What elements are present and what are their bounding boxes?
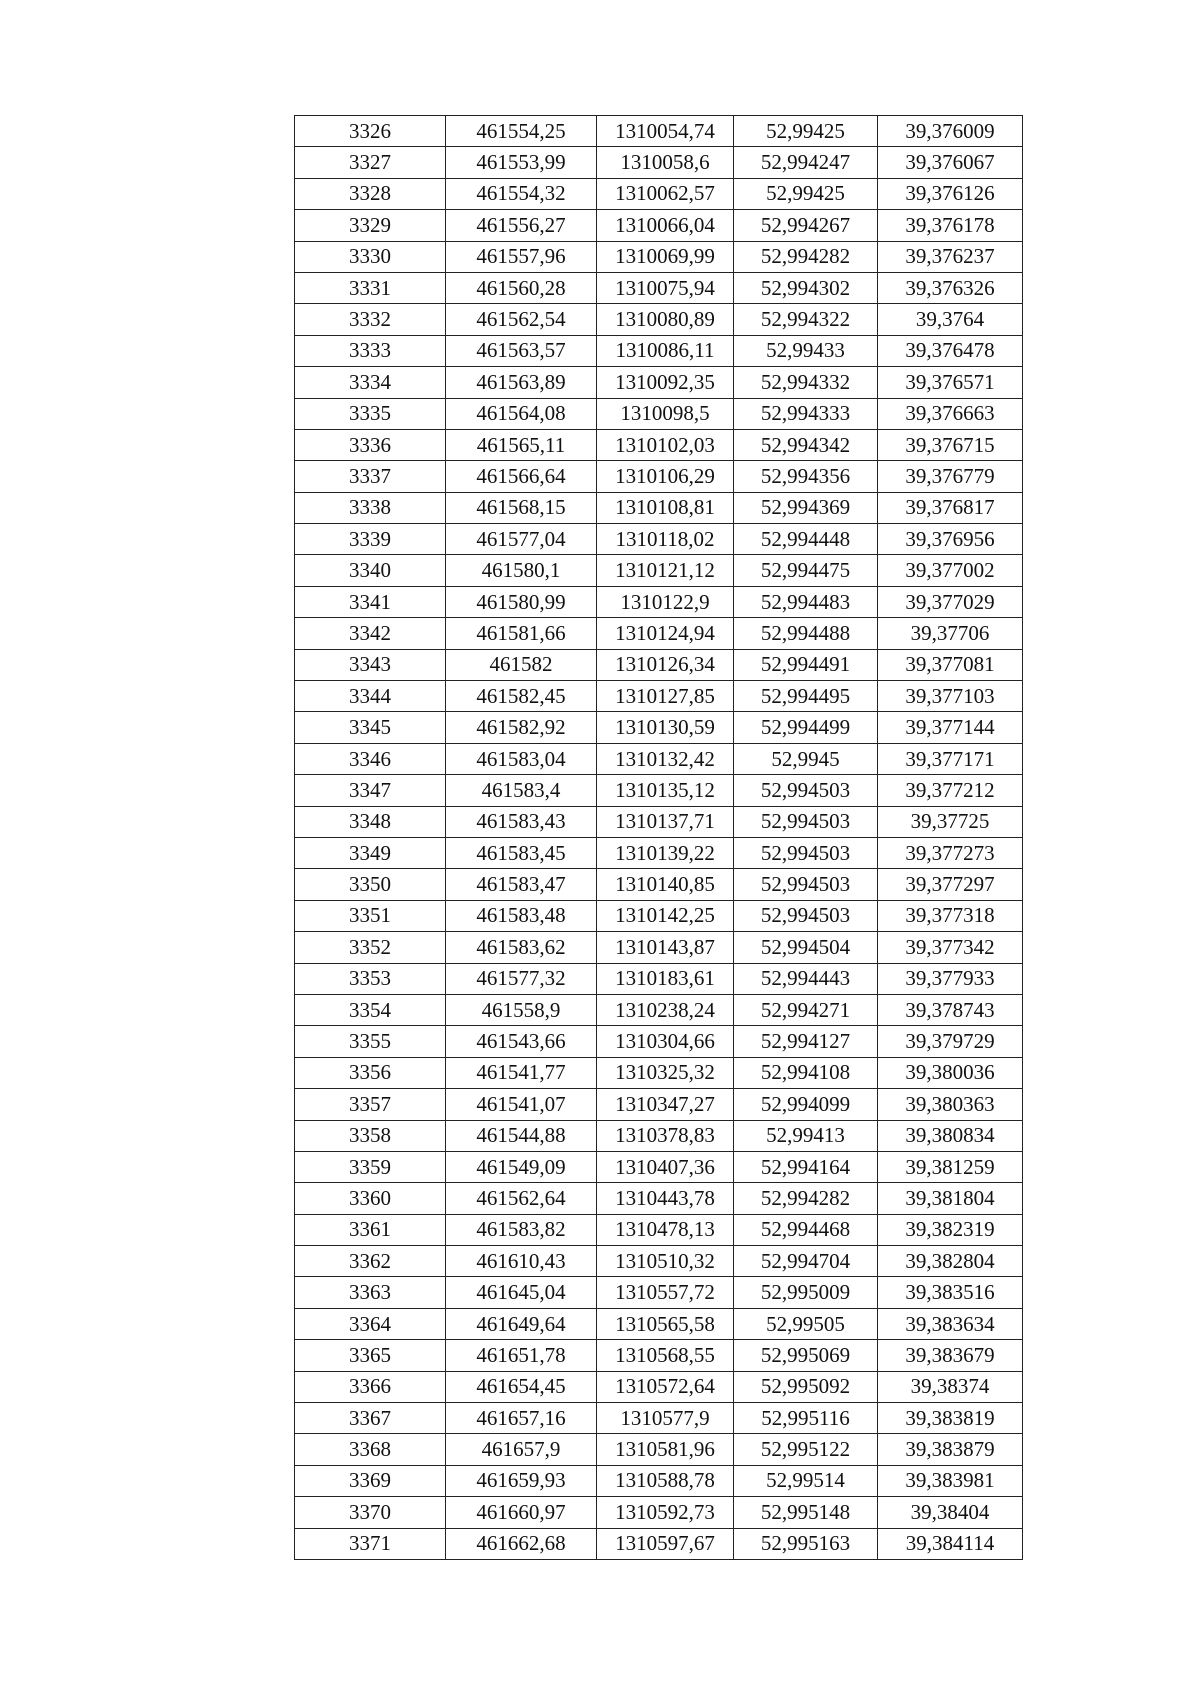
table-row xyxy=(295,1403,1023,1434)
y-coordinate-cell: 1310098,5 xyxy=(597,398,734,429)
point-number-cell: 3342 xyxy=(295,618,446,649)
y-coordinate-cell: 1310139,22 xyxy=(597,837,734,868)
y-coordinate-cell: 1310304,66 xyxy=(597,1026,734,1057)
point-number-cell: 3348 xyxy=(295,806,446,837)
table-row xyxy=(295,1246,1023,1277)
point-number-cell: 3366 xyxy=(295,1371,446,1402)
point-number-cell: 3334 xyxy=(295,367,446,398)
table-row xyxy=(295,461,1023,492)
coordinates-table xyxy=(294,115,1023,1560)
longitude-cell: 39,378743 xyxy=(878,994,1023,1025)
latitude-cell: 52,994448 xyxy=(734,524,878,555)
x-coordinate-cell: 461554,32 xyxy=(446,178,597,209)
latitude-cell: 52,994503 xyxy=(734,775,878,806)
longitude-cell: 39,376571 xyxy=(878,367,1023,398)
point-number-cell: 3337 xyxy=(295,461,446,492)
point-number-cell: 3335 xyxy=(295,398,446,429)
point-number-cell: 3363 xyxy=(295,1277,446,1308)
latitude-cell: 52,994495 xyxy=(734,681,878,712)
latitude-cell: 52,99425 xyxy=(734,116,878,147)
table-row xyxy=(295,1497,1023,1528)
longitude-cell: 39,377297 xyxy=(878,869,1023,900)
x-coordinate-cell: 461562,54 xyxy=(446,304,597,335)
x-coordinate-cell: 461556,27 xyxy=(446,210,597,241)
y-coordinate-cell: 1310102,03 xyxy=(597,429,734,460)
table-row xyxy=(295,524,1023,555)
x-coordinate-cell: 461583,43 xyxy=(446,806,597,837)
point-number-cell: 3328 xyxy=(295,178,446,209)
point-number-cell: 3368 xyxy=(295,1434,446,1465)
x-coordinate-cell: 461541,07 xyxy=(446,1089,597,1120)
y-coordinate-cell: 1310565,58 xyxy=(597,1308,734,1339)
y-coordinate-cell: 1310108,81 xyxy=(597,492,734,523)
longitude-cell: 39,376663 xyxy=(878,398,1023,429)
y-coordinate-cell: 1310106,29 xyxy=(597,461,734,492)
point-number-cell: 3351 xyxy=(295,900,446,931)
y-coordinate-cell: 1310592,73 xyxy=(597,1497,734,1528)
latitude-cell: 52,994267 xyxy=(734,210,878,241)
x-coordinate-cell: 461657,16 xyxy=(446,1403,597,1434)
longitude-cell: 39,379729 xyxy=(878,1026,1023,1057)
latitude-cell: 52,994488 xyxy=(734,618,878,649)
latitude-cell: 52,994164 xyxy=(734,1151,878,1182)
table-row xyxy=(295,116,1023,147)
longitude-cell: 39,382804 xyxy=(878,1246,1023,1277)
latitude-cell: 52,994282 xyxy=(734,1183,878,1214)
y-coordinate-cell: 1310238,24 xyxy=(597,994,734,1025)
x-coordinate-cell: 461660,97 xyxy=(446,1497,597,1528)
latitude-cell: 52,994503 xyxy=(734,806,878,837)
y-coordinate-cell: 1310121,12 xyxy=(597,555,734,586)
x-coordinate-cell: 461582 xyxy=(446,649,597,680)
latitude-cell: 52,99413 xyxy=(734,1120,878,1151)
x-coordinate-cell: 461553,99 xyxy=(446,147,597,178)
point-number-cell: 3346 xyxy=(295,743,446,774)
point-number-cell: 3327 xyxy=(295,147,446,178)
longitude-cell: 39,376956 xyxy=(878,524,1023,555)
x-coordinate-cell: 461580,99 xyxy=(446,586,597,617)
table-row xyxy=(295,994,1023,1025)
table-row xyxy=(295,712,1023,743)
x-coordinate-cell: 461577,32 xyxy=(446,963,597,994)
table-row xyxy=(295,586,1023,617)
y-coordinate-cell: 1310062,57 xyxy=(597,178,734,209)
longitude-cell: 39,383679 xyxy=(878,1340,1023,1371)
point-number-cell: 3343 xyxy=(295,649,446,680)
latitude-cell: 52,994342 xyxy=(734,429,878,460)
y-coordinate-cell: 1310135,12 xyxy=(597,775,734,806)
longitude-cell: 39,382319 xyxy=(878,1214,1023,1245)
latitude-cell: 52,99514 xyxy=(734,1465,878,1496)
x-coordinate-cell: 461565,11 xyxy=(446,429,597,460)
latitude-cell: 52,995092 xyxy=(734,1371,878,1402)
point-number-cell: 3326 xyxy=(295,116,446,147)
longitude-cell: 39,376478 xyxy=(878,335,1023,366)
latitude-cell: 52,994099 xyxy=(734,1089,878,1120)
point-number-cell: 3367 xyxy=(295,1403,446,1434)
x-coordinate-cell: 461554,25 xyxy=(446,116,597,147)
longitude-cell: 39,376178 xyxy=(878,210,1023,241)
y-coordinate-cell: 1310132,42 xyxy=(597,743,734,774)
latitude-cell: 52,994483 xyxy=(734,586,878,617)
table-row xyxy=(295,1434,1023,1465)
point-number-cell: 3336 xyxy=(295,429,446,460)
point-number-cell: 3365 xyxy=(295,1340,446,1371)
x-coordinate-cell: 461583,62 xyxy=(446,932,597,963)
latitude-cell: 52,9945 xyxy=(734,743,878,774)
table-row xyxy=(295,963,1023,994)
x-coordinate-cell: 461564,08 xyxy=(446,398,597,429)
y-coordinate-cell: 1310058,6 xyxy=(597,147,734,178)
latitude-cell: 52,995148 xyxy=(734,1497,878,1528)
latitude-cell: 52,994468 xyxy=(734,1214,878,1245)
x-coordinate-cell: 461657,9 xyxy=(446,1434,597,1465)
longitude-cell: 39,37706 xyxy=(878,618,1023,649)
y-coordinate-cell: 1310588,78 xyxy=(597,1465,734,1496)
x-coordinate-cell: 461583,48 xyxy=(446,900,597,931)
latitude-cell: 52,994503 xyxy=(734,869,878,900)
y-coordinate-cell: 1310142,25 xyxy=(597,900,734,931)
table-row xyxy=(295,1089,1023,1120)
table-row xyxy=(295,1057,1023,1088)
point-number-cell: 3358 xyxy=(295,1120,446,1151)
point-number-cell: 3329 xyxy=(295,210,446,241)
x-coordinate-cell: 461568,15 xyxy=(446,492,597,523)
y-coordinate-cell: 1310124,94 xyxy=(597,618,734,649)
table-row xyxy=(295,147,1023,178)
longitude-cell: 39,377171 xyxy=(878,743,1023,774)
longitude-cell: 39,376715 xyxy=(878,429,1023,460)
x-coordinate-cell: 461580,1 xyxy=(446,555,597,586)
table-row xyxy=(295,335,1023,366)
longitude-cell: 39,377273 xyxy=(878,837,1023,868)
table-row xyxy=(295,1371,1023,1402)
longitude-cell: 39,376779 xyxy=(878,461,1023,492)
x-coordinate-cell: 461562,64 xyxy=(446,1183,597,1214)
point-number-cell: 3352 xyxy=(295,932,446,963)
latitude-cell: 52,994356 xyxy=(734,461,878,492)
x-coordinate-cell: 461583,82 xyxy=(446,1214,597,1245)
longitude-cell: 39,37725 xyxy=(878,806,1023,837)
table-row xyxy=(295,555,1023,586)
table-row xyxy=(295,1340,1023,1371)
longitude-cell: 39,380363 xyxy=(878,1089,1023,1120)
y-coordinate-cell: 1310347,27 xyxy=(597,1089,734,1120)
table-row xyxy=(295,649,1023,680)
table-row xyxy=(295,210,1023,241)
point-number-cell: 3350 xyxy=(295,869,446,900)
latitude-cell: 52,994282 xyxy=(734,241,878,272)
point-number-cell: 3331 xyxy=(295,272,446,303)
longitude-cell: 39,377342 xyxy=(878,932,1023,963)
x-coordinate-cell: 461549,09 xyxy=(446,1151,597,1182)
y-coordinate-cell: 1310069,99 xyxy=(597,241,734,272)
longitude-cell: 39,377103 xyxy=(878,681,1023,712)
point-number-cell: 3345 xyxy=(295,712,446,743)
table-row xyxy=(295,272,1023,303)
y-coordinate-cell: 1310183,61 xyxy=(597,963,734,994)
y-coordinate-cell: 1310118,02 xyxy=(597,524,734,555)
x-coordinate-cell: 461581,66 xyxy=(446,618,597,649)
x-coordinate-cell: 461558,9 xyxy=(446,994,597,1025)
x-coordinate-cell: 461566,64 xyxy=(446,461,597,492)
table-row xyxy=(295,775,1023,806)
y-coordinate-cell: 1310478,13 xyxy=(597,1214,734,1245)
y-coordinate-cell: 1310407,36 xyxy=(597,1151,734,1182)
x-coordinate-cell: 461583,45 xyxy=(446,837,597,868)
y-coordinate-cell: 1310572,64 xyxy=(597,1371,734,1402)
table-row xyxy=(295,869,1023,900)
latitude-cell: 52,99505 xyxy=(734,1308,878,1339)
x-coordinate-cell: 461649,64 xyxy=(446,1308,597,1339)
x-coordinate-cell: 461582,92 xyxy=(446,712,597,743)
longitude-cell: 39,380834 xyxy=(878,1120,1023,1151)
longitude-cell: 39,383879 xyxy=(878,1434,1023,1465)
x-coordinate-cell: 461654,45 xyxy=(446,1371,597,1402)
longitude-cell: 39,376009 xyxy=(878,116,1023,147)
latitude-cell: 52,994271 xyxy=(734,994,878,1025)
x-coordinate-cell: 461563,57 xyxy=(446,335,597,366)
y-coordinate-cell: 1310443,78 xyxy=(597,1183,734,1214)
y-coordinate-cell: 1310597,67 xyxy=(597,1528,734,1559)
x-coordinate-cell: 461583,04 xyxy=(446,743,597,774)
longitude-cell: 39,383516 xyxy=(878,1277,1023,1308)
y-coordinate-cell: 1310075,94 xyxy=(597,272,734,303)
longitude-cell: 39,38404 xyxy=(878,1497,1023,1528)
longitude-cell: 39,381259 xyxy=(878,1151,1023,1182)
y-coordinate-cell: 1310066,04 xyxy=(597,210,734,241)
y-coordinate-cell: 1310127,85 xyxy=(597,681,734,712)
y-coordinate-cell: 1310577,9 xyxy=(597,1403,734,1434)
latitude-cell: 52,994499 xyxy=(734,712,878,743)
x-coordinate-cell: 461651,78 xyxy=(446,1340,597,1371)
y-coordinate-cell: 1310130,59 xyxy=(597,712,734,743)
table-row xyxy=(295,900,1023,931)
latitude-cell: 52,994503 xyxy=(734,837,878,868)
longitude-cell: 39,376126 xyxy=(878,178,1023,209)
latitude-cell: 52,994322 xyxy=(734,304,878,335)
latitude-cell: 52,994332 xyxy=(734,367,878,398)
y-coordinate-cell: 1310137,71 xyxy=(597,806,734,837)
y-coordinate-cell: 1310378,83 xyxy=(597,1120,734,1151)
y-coordinate-cell: 1310143,87 xyxy=(597,932,734,963)
y-coordinate-cell: 1310092,35 xyxy=(597,367,734,398)
y-coordinate-cell: 1310581,96 xyxy=(597,1434,734,1465)
point-number-cell: 3362 xyxy=(295,1246,446,1277)
longitude-cell: 39,377029 xyxy=(878,586,1023,617)
longitude-cell: 39,377318 xyxy=(878,900,1023,931)
point-number-cell: 3356 xyxy=(295,1057,446,1088)
longitude-cell: 39,3764 xyxy=(878,304,1023,335)
latitude-cell: 52,994491 xyxy=(734,649,878,680)
x-coordinate-cell: 461543,66 xyxy=(446,1026,597,1057)
x-coordinate-cell: 461557,96 xyxy=(446,241,597,272)
longitude-cell: 39,384114 xyxy=(878,1528,1023,1559)
point-number-cell: 3357 xyxy=(295,1089,446,1120)
latitude-cell: 52,995163 xyxy=(734,1528,878,1559)
point-number-cell: 3339 xyxy=(295,524,446,555)
longitude-cell: 39,38374 xyxy=(878,1371,1023,1402)
y-coordinate-cell: 1310325,32 xyxy=(597,1057,734,1088)
point-number-cell: 3360 xyxy=(295,1183,446,1214)
point-number-cell: 3371 xyxy=(295,1528,446,1559)
x-coordinate-cell: 461560,28 xyxy=(446,272,597,303)
latitude-cell: 52,994302 xyxy=(734,272,878,303)
point-number-cell: 3353 xyxy=(295,963,446,994)
point-number-cell: 3361 xyxy=(295,1214,446,1245)
x-coordinate-cell: 461645,04 xyxy=(446,1277,597,1308)
y-coordinate-cell: 1310054,74 xyxy=(597,116,734,147)
latitude-cell: 52,994247 xyxy=(734,147,878,178)
longitude-cell: 39,377144 xyxy=(878,712,1023,743)
table-row xyxy=(295,806,1023,837)
x-coordinate-cell: 461541,77 xyxy=(446,1057,597,1088)
point-number-cell: 3341 xyxy=(295,586,446,617)
latitude-cell: 52,994503 xyxy=(734,900,878,931)
x-coordinate-cell: 461659,93 xyxy=(446,1465,597,1496)
table-row xyxy=(295,304,1023,335)
y-coordinate-cell: 1310140,85 xyxy=(597,869,734,900)
longitude-cell: 39,377933 xyxy=(878,963,1023,994)
latitude-cell: 52,995009 xyxy=(734,1277,878,1308)
latitude-cell: 52,994127 xyxy=(734,1026,878,1057)
longitude-cell: 39,381804 xyxy=(878,1183,1023,1214)
y-coordinate-cell: 1310122,9 xyxy=(597,586,734,617)
y-coordinate-cell: 1310568,55 xyxy=(597,1340,734,1371)
latitude-cell: 52,994369 xyxy=(734,492,878,523)
table-row xyxy=(295,1214,1023,1245)
latitude-cell: 52,995116 xyxy=(734,1403,878,1434)
point-number-cell: 3344 xyxy=(295,681,446,712)
x-coordinate-cell: 461610,43 xyxy=(446,1246,597,1277)
table-row xyxy=(295,398,1023,429)
table-row xyxy=(295,1120,1023,1151)
latitude-cell: 52,994443 xyxy=(734,963,878,994)
longitude-cell: 39,376237 xyxy=(878,241,1023,272)
latitude-cell: 52,995069 xyxy=(734,1340,878,1371)
point-number-cell: 3333 xyxy=(295,335,446,366)
point-number-cell: 3347 xyxy=(295,775,446,806)
table-row xyxy=(295,1277,1023,1308)
longitude-cell: 39,377002 xyxy=(878,555,1023,586)
y-coordinate-cell: 1310080,89 xyxy=(597,304,734,335)
table-row xyxy=(295,492,1023,523)
x-coordinate-cell: 461583,4 xyxy=(446,775,597,806)
longitude-cell: 39,376817 xyxy=(878,492,1023,523)
point-number-cell: 3349 xyxy=(295,837,446,868)
longitude-cell: 39,376067 xyxy=(878,147,1023,178)
x-coordinate-cell: 461582,45 xyxy=(446,681,597,712)
table-row xyxy=(295,618,1023,649)
latitude-cell: 52,995122 xyxy=(734,1434,878,1465)
x-coordinate-cell: 461544,88 xyxy=(446,1120,597,1151)
longitude-cell: 39,383819 xyxy=(878,1403,1023,1434)
latitude-cell: 52,994704 xyxy=(734,1246,878,1277)
point-number-cell: 3355 xyxy=(295,1026,446,1057)
y-coordinate-cell: 1310086,11 xyxy=(597,335,734,366)
point-number-cell: 3340 xyxy=(295,555,446,586)
y-coordinate-cell: 1310557,72 xyxy=(597,1277,734,1308)
table-row xyxy=(295,1151,1023,1182)
longitude-cell: 39,383981 xyxy=(878,1465,1023,1496)
y-coordinate-cell: 1310510,32 xyxy=(597,1246,734,1277)
latitude-cell: 52,994333 xyxy=(734,398,878,429)
table-row xyxy=(295,241,1023,272)
table-row xyxy=(295,681,1023,712)
point-number-cell: 3338 xyxy=(295,492,446,523)
latitude-cell: 52,99425 xyxy=(734,178,878,209)
table-row xyxy=(295,1465,1023,1496)
point-number-cell: 3370 xyxy=(295,1497,446,1528)
x-coordinate-cell: 461577,04 xyxy=(446,524,597,555)
point-number-cell: 3364 xyxy=(295,1308,446,1339)
table-row xyxy=(295,367,1023,398)
point-number-cell: 3359 xyxy=(295,1151,446,1182)
point-number-cell: 3354 xyxy=(295,994,446,1025)
table-row xyxy=(295,178,1023,209)
coordinates-table-body xyxy=(295,116,1023,1560)
latitude-cell: 52,994108 xyxy=(734,1057,878,1088)
table-row xyxy=(295,743,1023,774)
x-coordinate-cell: 461662,68 xyxy=(446,1528,597,1559)
table-row xyxy=(295,1026,1023,1057)
point-number-cell: 3369 xyxy=(295,1465,446,1496)
table-row xyxy=(295,1183,1023,1214)
longitude-cell: 39,376326 xyxy=(878,272,1023,303)
table-row xyxy=(295,1528,1023,1559)
latitude-cell: 52,994475 xyxy=(734,555,878,586)
x-coordinate-cell: 461583,47 xyxy=(446,869,597,900)
y-coordinate-cell: 1310126,34 xyxy=(597,649,734,680)
table-row xyxy=(295,429,1023,460)
point-number-cell: 3330 xyxy=(295,241,446,272)
longitude-cell: 39,377212 xyxy=(878,775,1023,806)
latitude-cell: 52,99433 xyxy=(734,335,878,366)
table-row xyxy=(295,932,1023,963)
latitude-cell: 52,994504 xyxy=(734,932,878,963)
point-number-cell: 3332 xyxy=(295,304,446,335)
longitude-cell: 39,377081 xyxy=(878,649,1023,680)
longitude-cell: 39,383634 xyxy=(878,1308,1023,1339)
table-row xyxy=(295,837,1023,868)
longitude-cell: 39,380036 xyxy=(878,1057,1023,1088)
x-coordinate-cell: 461563,89 xyxy=(446,367,597,398)
table-row xyxy=(295,1308,1023,1339)
